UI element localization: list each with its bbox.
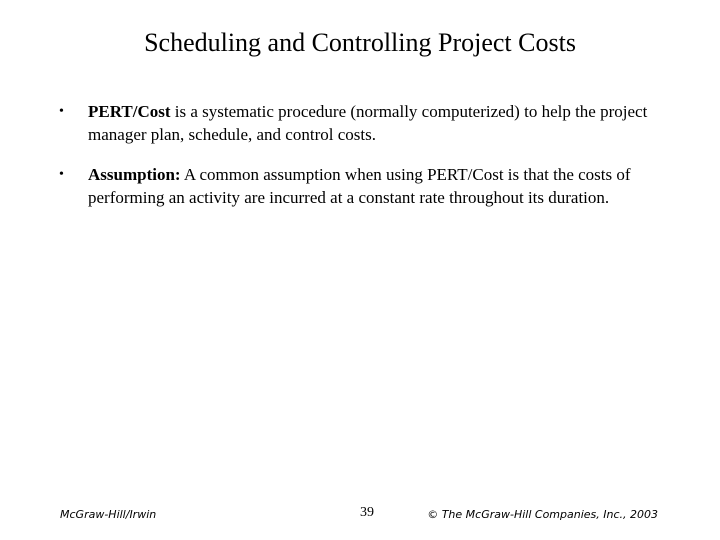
bullet-marker: • <box>59 167 64 182</box>
footer-copyright: © The McGraw-Hill Companies, Inc., 2003 <box>427 508 658 521</box>
bullet-list <box>0 100 720 226</box>
slide-title: Scheduling and Controlling Project Costs <box>144 28 576 57</box>
bullet-term: PERT/Cost <box>88 102 171 121</box>
bullet-item-assumption <box>0 163 720 209</box>
bullet-term: Assumption: <box>88 165 181 184</box>
bullet-text: A common assumption when using PERT/Cost is that the costs of performing an activity are incurred at a constant rate throughout its duration. <box>88 165 631 207</box>
footer-page-number: 39 <box>360 505 374 520</box>
bullet-item-pert-cost <box>0 100 720 146</box>
bullet-text: is a systematic procedure (normally computerized) to help the project manager plan, schedule, and control costs. <box>88 102 648 144</box>
bullet-marker: • <box>59 104 64 119</box>
footer-publisher: McGraw-Hill/Irwin <box>60 508 157 521</box>
